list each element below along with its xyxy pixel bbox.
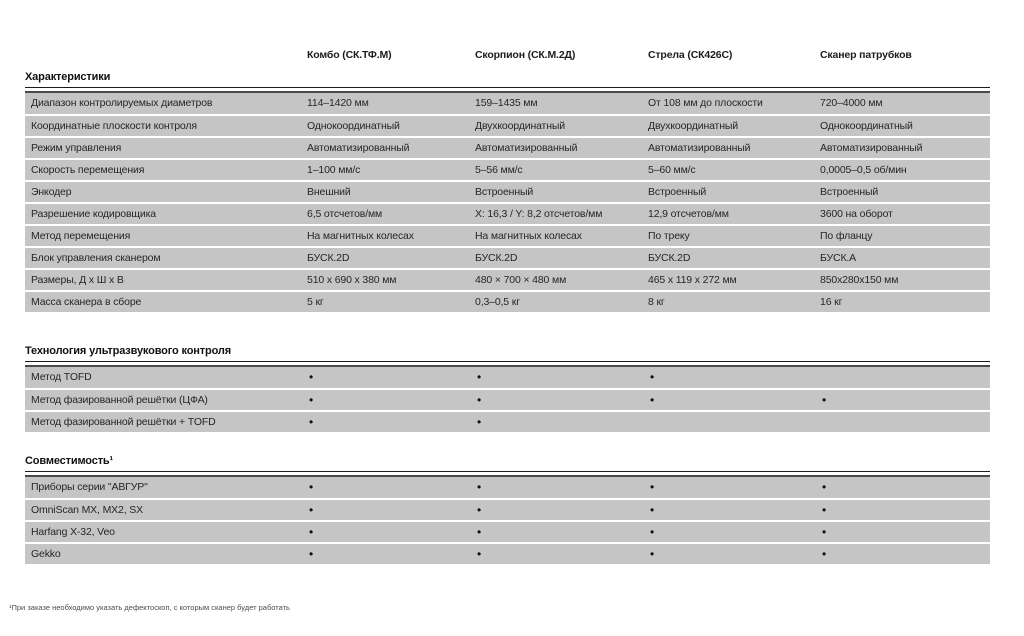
feature-dot: • [477, 525, 482, 538]
compatibility-rows [25, 475, 990, 564]
cell-value: 510 x 690 x 380 мм [307, 273, 397, 286]
row-label: Блок управления сканером [31, 251, 161, 264]
cell-value: Однокоординатный [820, 119, 913, 132]
feature-dot: • [650, 393, 655, 406]
feature-dot: • [309, 525, 314, 538]
cell-value: 850x280x150 мм [820, 273, 899, 286]
column-header-kombo: Комбо (СК.ТФ.М) [307, 49, 392, 61]
cell-value: 16 кг [820, 295, 843, 308]
table-row [25, 412, 990, 432]
table-row [25, 116, 990, 136]
cell-value: От 108 мм до плоскости [648, 97, 763, 110]
table-row [25, 182, 990, 202]
feature-dot: • [650, 481, 655, 494]
header-spacer [25, 49, 307, 61]
feature-dot: • [309, 503, 314, 516]
cell-value: 159–1435 мм [475, 97, 538, 110]
feature-dot: • [309, 415, 314, 428]
feature-dot: • [650, 525, 655, 538]
cell-value: 1–100 мм/с [307, 163, 361, 176]
section-ultrasonic-technology [25, 344, 990, 434]
row-label: Режим управления [31, 141, 122, 154]
cell-value: 0,3–0,5 кг [475, 295, 520, 308]
table-row [25, 544, 990, 564]
section-compatibility [25, 454, 990, 566]
feature-dot: • [650, 503, 655, 516]
cell-value: 5–60 мм/с [648, 163, 696, 176]
table-row [25, 365, 990, 388]
feature-dot: • [477, 371, 482, 384]
cell-value: 720–4000 мм [820, 97, 883, 110]
cell-value: Автоматизированный [475, 141, 578, 154]
cell-value: 0,0005–0,5 об/мин [820, 163, 907, 176]
feature-dot: • [650, 547, 655, 560]
table-row [25, 500, 990, 520]
feature-dot: • [477, 415, 482, 428]
feature-dot: • [309, 547, 314, 560]
table-row [25, 138, 990, 158]
row-label: Скорость перемещения [31, 163, 145, 176]
cell-value: БУСК.2D [648, 251, 691, 264]
cell-value: По фланцу [820, 229, 873, 242]
cell-value: 5–56 мм/с [475, 163, 523, 176]
feature-dot: • [822, 481, 827, 494]
row-label: Gekko [31, 547, 61, 560]
cell-value: 114–1420 мм [307, 97, 369, 110]
row-label: Метод перемещения [31, 229, 131, 242]
cell-value: Автоматизированный [648, 141, 751, 154]
table-row [25, 160, 990, 180]
cell-value: X: 16,3 / Y: 8,2 отсчетов/мм [475, 207, 603, 220]
row-label: Harfang X-32, Veo [31, 525, 115, 538]
section-title: Совместимость¹ [25, 454, 990, 472]
section-title: Характеристики [25, 70, 990, 88]
cell-value: Двухкоординатный [648, 119, 738, 132]
ultrasonic-technology-rows [25, 365, 990, 432]
row-label: Метод фазированной решётки (ЦФА) [31, 393, 208, 406]
cell-value: 465 x 119 x 272 мм [648, 273, 737, 286]
feature-dot: • [822, 393, 827, 406]
table-row [25, 475, 990, 498]
cell-value: Внешний [307, 185, 351, 198]
row-label: Диапазон контролируемых диаметров [31, 97, 213, 110]
cell-value: Однокоординатный [307, 119, 400, 132]
row-label: Приборы серии "АВГУР" [31, 481, 148, 494]
table-row [25, 522, 990, 542]
row-label: Масса сканера в сборе [31, 295, 142, 308]
column-headers-row [25, 49, 990, 61]
cell-value: БУСК.2D [307, 251, 350, 264]
cell-value: Встроенный [648, 185, 707, 198]
table-row [25, 226, 990, 246]
cell-value: По треку [648, 229, 690, 242]
column-header-skorpion: Скорпион (СК.М.2Д) [475, 49, 576, 61]
cell-value: 5 кг [307, 295, 324, 308]
cell-value: Автоматизированный [820, 141, 923, 154]
table-row [25, 248, 990, 268]
row-label: Координатные плоскости контроля [31, 119, 197, 132]
feature-dot: • [650, 371, 655, 384]
cell-value: Встроенный [820, 185, 879, 198]
cell-value: БУСК.2D [475, 251, 518, 264]
row-label: Метод фазированной решётки + TOFD [31, 415, 216, 428]
feature-dot: • [822, 503, 827, 516]
feature-dot: • [477, 503, 482, 516]
table-row [25, 91, 990, 114]
cell-value: 3600 на оборот [820, 207, 893, 220]
cell-value: Двухкоординатный [475, 119, 565, 132]
feature-dot: • [477, 481, 482, 494]
row-label: Разрешение кодировщика [31, 207, 156, 220]
feature-dot: • [822, 525, 827, 538]
footnote: ¹При заказе необходимо указать дефектоскоп, с которым сканер будет работать [9, 603, 290, 612]
table-row [25, 270, 990, 290]
feature-dot: • [309, 481, 314, 494]
column-header-strela: Стрела (СК426С) [648, 49, 733, 61]
cell-value: Автоматизированный [307, 141, 410, 154]
row-label: OmniScan MX, MX2, SX [31, 503, 143, 516]
cell-value: 12,9 отсчетов/мм [648, 207, 729, 220]
feature-dot: • [477, 547, 482, 560]
section-characteristics [25, 70, 990, 314]
cell-value: На магнитных колесах [475, 229, 582, 242]
cell-value: 480 × 700 × 480 мм [475, 273, 567, 286]
table-row [25, 292, 990, 312]
column-header-patrubkov: Сканер патрубков [820, 49, 912, 61]
feature-dot: • [309, 371, 314, 384]
row-label: Размеры, Д х Ш х В [31, 273, 124, 286]
cell-value: 6,5 отсчетов/мм [307, 207, 383, 220]
cell-value: БУСК.А [820, 251, 857, 264]
feature-dot: • [477, 393, 482, 406]
table-row [25, 204, 990, 224]
row-label: Метод TOFD [31, 371, 92, 384]
row-label: Энкодер [31, 185, 72, 198]
cell-value: Встроенный [475, 185, 534, 198]
feature-dot: • [822, 547, 827, 560]
table-row [25, 390, 990, 410]
feature-dot: • [309, 393, 314, 406]
cell-value: 8 кг [648, 295, 665, 308]
characteristics-rows [25, 91, 990, 312]
cell-value: На магнитных колесах [307, 229, 414, 242]
section-title: Технология ультразвукового контроля [25, 344, 990, 362]
